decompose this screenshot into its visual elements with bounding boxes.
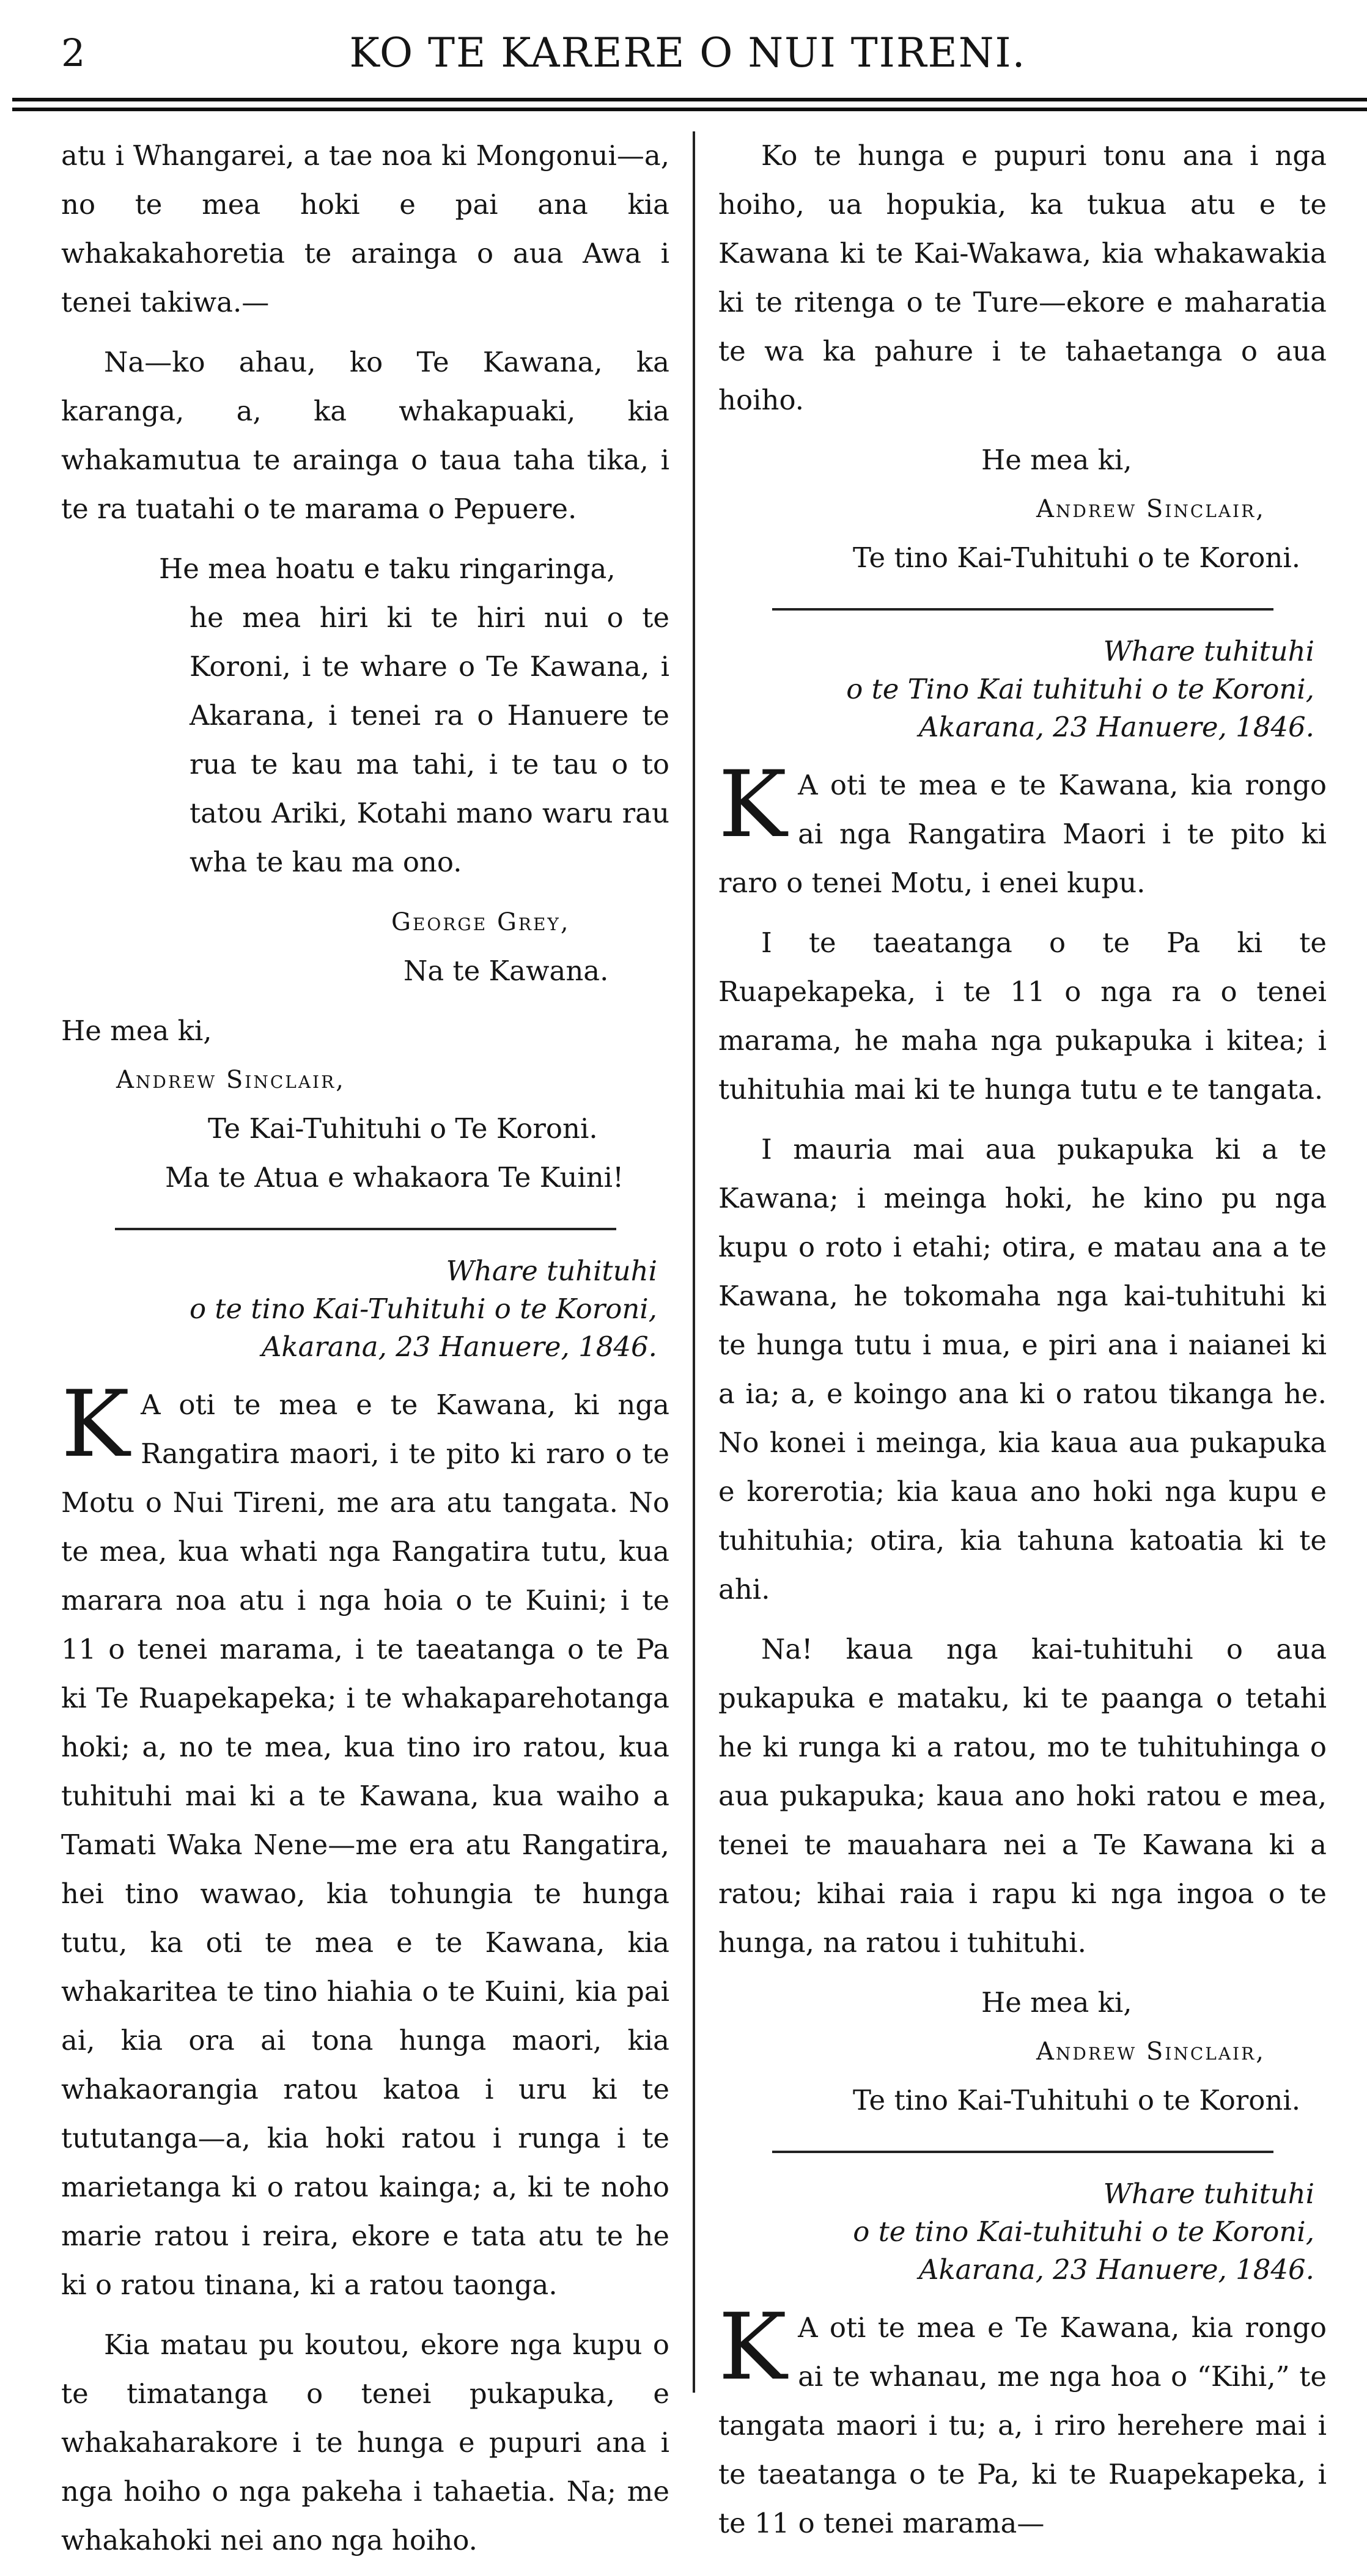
signature-andrew-sinclair-left: Andrew Sinclair,: [116, 1066, 345, 1094]
dateline-line-2: o te Tino Kai tuhituhi o te Koroni,: [846, 673, 1314, 705]
columns: [61, 131, 1327, 2556]
left-paragraph-1: atu i Whangarei, a tae noa ki Mongonui—a, no te mea hoki e pai ana kia whakakahoretia te arainga o aua Awa i tenei takiwa.—: [61, 139, 669, 318]
notice-right-2-text-1: A oti te mea e Te Kawana, kia rongo ai te whanau, me nga hoa o “Kihi,” te tangata maori i tu; a, i riro herehere mai i te taeatanga o te Pa, ki te Ruapekapeka, i te 11 o tenei marama—: [718, 2311, 1327, 2539]
left-column: [61, 131, 669, 2576]
dateline-line-1: Whare tuhituhi: [1103, 2178, 1314, 2210]
dateline-line-1: Whare tuhituhi: [446, 1255, 657, 1287]
section-rule-right-1: [772, 608, 1273, 611]
he-mea-ki-left: He mea ki,: [61, 1015, 212, 1047]
dateline-line-3: Akarana, 23 Hanuere, 1846.: [261, 1330, 657, 1363]
notice-left-text-1: A oti te mea e te Kawana, ki nga Rangatira maori, i te pito ki raro o te Motu o Nui Tireni, me ara atu tangata. No te mea, kua whati nga Rangatira tutu, kua marara noa atu i nga hoia o te Kuini; i te 11 o tenei marama, i te taeatanga o te Pa ki Te Ruapekapeka; i te whakaparehotanga hoki; a, no te mea, kua tino iro ratou, kua tuhituhi mai ki a te Kawana, kua waiho a Tamati Waka Nene—me era atu Rangatira, hei tino wawao, kia tohungia te hunga tutu, ka oti te mea e te Kawana, kia whakaritea te tino hiahia o te Kuini, kia pai ai, kia ora ai tona hunga maori, kia whakaorangia ratou katoa i uru ki te tututanga—a, kia hoki ratou i runga i te marietanga ki o ratou kainga; a, ki te noho marie ratou i reira, ekore e tata atu te he ki o ratou tinana, ki a ratou taonga.: [61, 1389, 669, 2301]
signature-title-secretary-right-2: Te tino Kai-Tuhituhi o te Koroni.: [853, 2084, 1301, 2116]
notice-right-1-text-1: A oti te mea e te Kawana, kia rongo ai nga Rangatira Maori i te pito ki raro o tenei Motu, i enei kupu.: [718, 769, 1327, 899]
right-paragraph-1: Ko te hunga e pupuri tonu ana i nga hoiho, ua hopukia, ka tukua atu e te Kawana ki te Kai-Wakawa, kia whakawakia ki te ritenga o te Ture—ekore e maharatia te wa ka pahure i te tahaetanga o aua hoiho.: [718, 139, 1327, 416]
section-rule-right-2: [772, 2151, 1273, 2153]
dateline-right-1: [718, 633, 1314, 746]
proclamation-given: [159, 545, 669, 887]
signature-andrew-sinclair-right-2: Andrew Sinclair,: [1036, 2038, 1266, 2066]
dateline-line-1: Whare tuhituhi: [1103, 635, 1314, 667]
notice-right-2-paragraph-1: [718, 2294, 1327, 2548]
notice-left-paragraph-2: Kia matau pu koutou, ekore nga kupu o te timatanga o tenei pukapuka, e whakaharakore i te hunga e pupuri ana i nga hoiho o nga pakeha i tahaetia. Na; me whakahoki nei ano nga hoiho.: [61, 2328, 669, 2556]
notice-right-1-paragraph-1: [718, 752, 1327, 908]
notice-right-1-paragraph-2: I te taeatanga o te Pa ki te Ruapekapeka, i te 11 o nga ra o tenei marama, he maha nga pukapuka i kitea; i tuhituhia mai ki te hunga tutu e te tangata.: [718, 927, 1327, 1106]
notice-left-paragraph-1: [61, 1371, 669, 2310]
signature-george-grey: George Grey,: [391, 908, 570, 936]
proclamation-first-line: He mea hoatu e taku ringaringa,: [159, 552, 616, 585]
proclamation-rest: he mea hiri ki te hiri nui o te Koroni, i te whare o Te Kawana, i Akarana, i tenei ra o Hanuere te rua te kau ma tahi, i te tau o to tatou Ariki, Kotahi mano waru rau wha te kau ma ono.: [190, 601, 669, 878]
signature-title-secretary-right-1: Te tino Kai-Tuhituhi o te Koroni.: [853, 541, 1301, 574]
he-mea-ki-right-1: He mea ki,: [981, 444, 1132, 476]
dateline-right-2: [718, 2175, 1314, 2289]
signature-andrew-sinclair-right-1: Andrew Sinclair,: [1036, 495, 1266, 523]
section-rule-left: [115, 1228, 616, 1230]
dateline-line-2: o te tino Kai-Tuhituhi o te Koroni,: [189, 1293, 657, 1325]
notice-right-1-paragraph-4: Na! kaua nga kai-tuhituhi o aua pukapuka e mataku, ki te paanga o tetahi he ki runga ki a ratou, mo te tuhituhinga o aua pukapuka; kaua ano hoki ratou e mea, tenei te mauahara nei a Te Kawana ki a ratou; kihai raia i rapu ki nga ingoa o te hunga, na ratou i tuhituhi.: [718, 1633, 1327, 1959]
dateline-line-3: Akarana, 23 Hanuere, 1846.: [918, 711, 1314, 743]
left-paragraph-2: Na—ko ahau, ko Te Kawana, ka karanga, a, ka whakapuaki, kia whakamutua te arainga o taua taha tika, i te ra tuatahi o te marama o Pepuere.: [61, 346, 669, 525]
drop-cap-k: K: [718, 752, 787, 858]
signature-title-secretary-left: Te Kai-Tuhituhi o Te Koroni.: [208, 1112, 598, 1145]
page-number: 2: [61, 31, 86, 75]
he-mea-ki-right-2: He mea ki,: [981, 1986, 1132, 2019]
notice-right-1-paragraph-3: I mauria mai aua pukapuka ki a te Kawana; i meinga hoki, he kino pu nga kupu o roto i etahi; otira, e matau ana a te Kawana, he tokomaha nga kai-tuhituhi ki te hunga tutu i mua, e piri ana i naianei ki a ia; a, e koingo ana ki o ratou tikanga he. No konei i meinga, kia kaua aua pukapuka e korerotia; kia kaua ano hoki nga kupu e tuhituhia; otira, kia tahuna katoatia ki te ahi.: [718, 1133, 1327, 1605]
column-divider: [693, 131, 695, 2393]
right-column: [718, 131, 1327, 2559]
drop-cap-k: K: [61, 1371, 130, 1478]
masthead-title: KO TE KARERE O NUI TIRENI.: [349, 29, 1026, 76]
masthead-rule: [12, 98, 1367, 111]
dateline-left: [61, 1252, 657, 1366]
drop-cap-k: K: [718, 2294, 787, 2401]
page-header: [49, 0, 1327, 92]
god-save-queen: Ma te Atua e whakaora Te Kuini!: [165, 1161, 624, 1194]
dateline-line-3: Akarana, 23 Hanuere, 1846.: [918, 2253, 1314, 2286]
dateline-line-2: o te tino Kai-tuhituhi o te Koroni,: [853, 2215, 1314, 2248]
signature-title-kawana: Na te Kawana.: [403, 955, 609, 987]
